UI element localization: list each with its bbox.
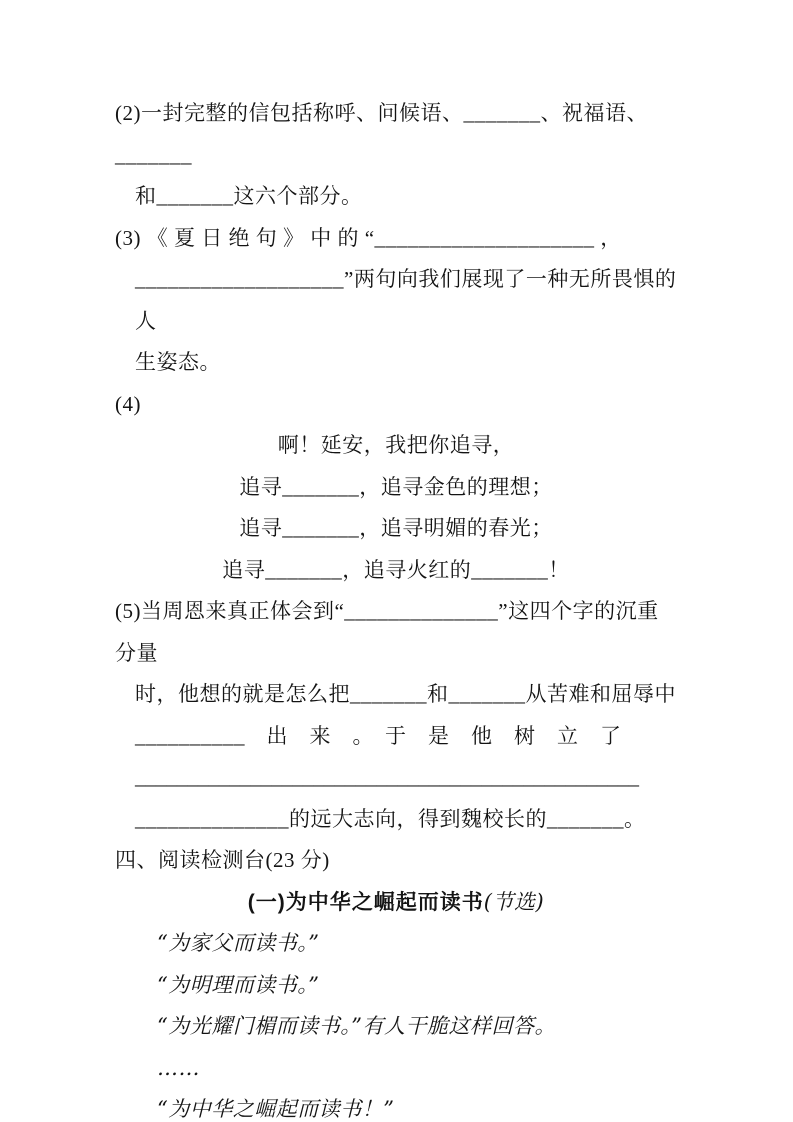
q5-line-1: (5)当周恩来真正体会到“______________”这四个字的沉重分量 — [115, 599, 659, 665]
reading-title-main: (一)为中华之崛起而读书 — [247, 890, 484, 914]
q5-line-5: ______________的远大志向，得到魏校长的_______。 — [135, 806, 646, 831]
reading-ellipsis: …… — [157, 1055, 200, 1080]
q5-blank-line: ________________________________________________ — [135, 765, 639, 789]
reading-paragraph-5: “为中华之崛起而读书！” — [157, 1097, 395, 1121]
reading-paragraph-1: “为家父而读书。” — [157, 931, 320, 955]
q4-poem-line-2: 追寻_______，追寻金色的理想； — [239, 474, 553, 499]
q3-line-3: 生姿态。 — [135, 350, 221, 374]
q4-poem-line-3: 追寻_______，追寻明媚的春光； — [239, 516, 553, 540]
section-four-heading: 四、阅读检测台(23 分) — [115, 848, 330, 872]
q4-poem-line-1: 啊！延安，我把你追寻， — [277, 433, 515, 457]
q2-line-1: (2)一封完整的信包括称呼、问候语、_______、祝福语、_______ — [115, 101, 648, 167]
q3-line-2: ___________________”两句向我们展现了一种无所畏惧的人 — [135, 267, 677, 333]
q3-line-1: (3) 《 夏 日 绝 句 》 中 的 “____________________ ， — [115, 225, 622, 250]
q5-line-3: __________ 出 来 。 于 是 他 树 立 了 — [135, 723, 622, 748]
reading-paragraph-3: “为光耀门楣而读书。”有人干脆这样回答。 — [157, 1014, 556, 1038]
reading-paragraph-2: “为明理而读书。” — [157, 972, 320, 997]
q2-line-2: 和_______这六个部分。 — [135, 184, 363, 208]
q5-line-2: 时，他想的就是怎么把_______和_______从苦难和屈辱中 — [135, 682, 676, 706]
q4-poem-line-4: 追寻_______，追寻火红的_______！ — [222, 557, 570, 582]
reading-passage-title — [115, 882, 677, 924]
q4-label: (4) — [115, 391, 141, 416]
reading-title-note: (节选) — [483, 889, 545, 914]
